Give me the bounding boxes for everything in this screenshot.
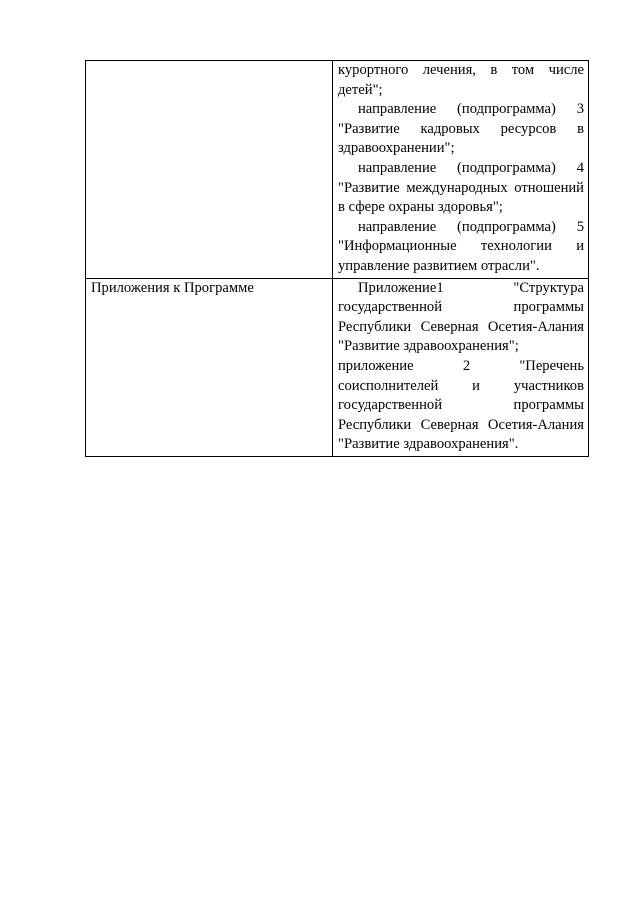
row-label-cell: Приложения к Программе [86, 278, 333, 456]
table-row [86, 278, 589, 456]
content-paragraph: направление (подпрограмма) 4 "Развитие международных отношений в сфере охраны здоровья"; [338, 159, 584, 216]
content-paragraph: направление (подпрограмма) 3 "Развитие кадровых ресурсов в здравоохранении"; [338, 101, 584, 157]
program-passport-table [85, 60, 589, 457]
content-paragraph: направление (подпрограмма) 5 "Информационные технологии и управление развитием отрасли". [338, 218, 584, 274]
content-paragraph: приложение 2 "Перечень соисполнителей и участников государственной программы Республики Северная Осетия-Алания "Развитие здравоохранения". [338, 357, 584, 453]
content-paragraph: Приложение1 "Структура государственной программы Республики Северная Осетия-Алания "Развитие здравоохранения"; [338, 279, 584, 355]
table-row [86, 61, 589, 279]
row-content-cell [333, 278, 589, 456]
content-paragraph: курортного лечения, в том числе детей"; [338, 62, 584, 98]
row-content-cell [333, 61, 589, 279]
row-label-cell [86, 61, 333, 279]
